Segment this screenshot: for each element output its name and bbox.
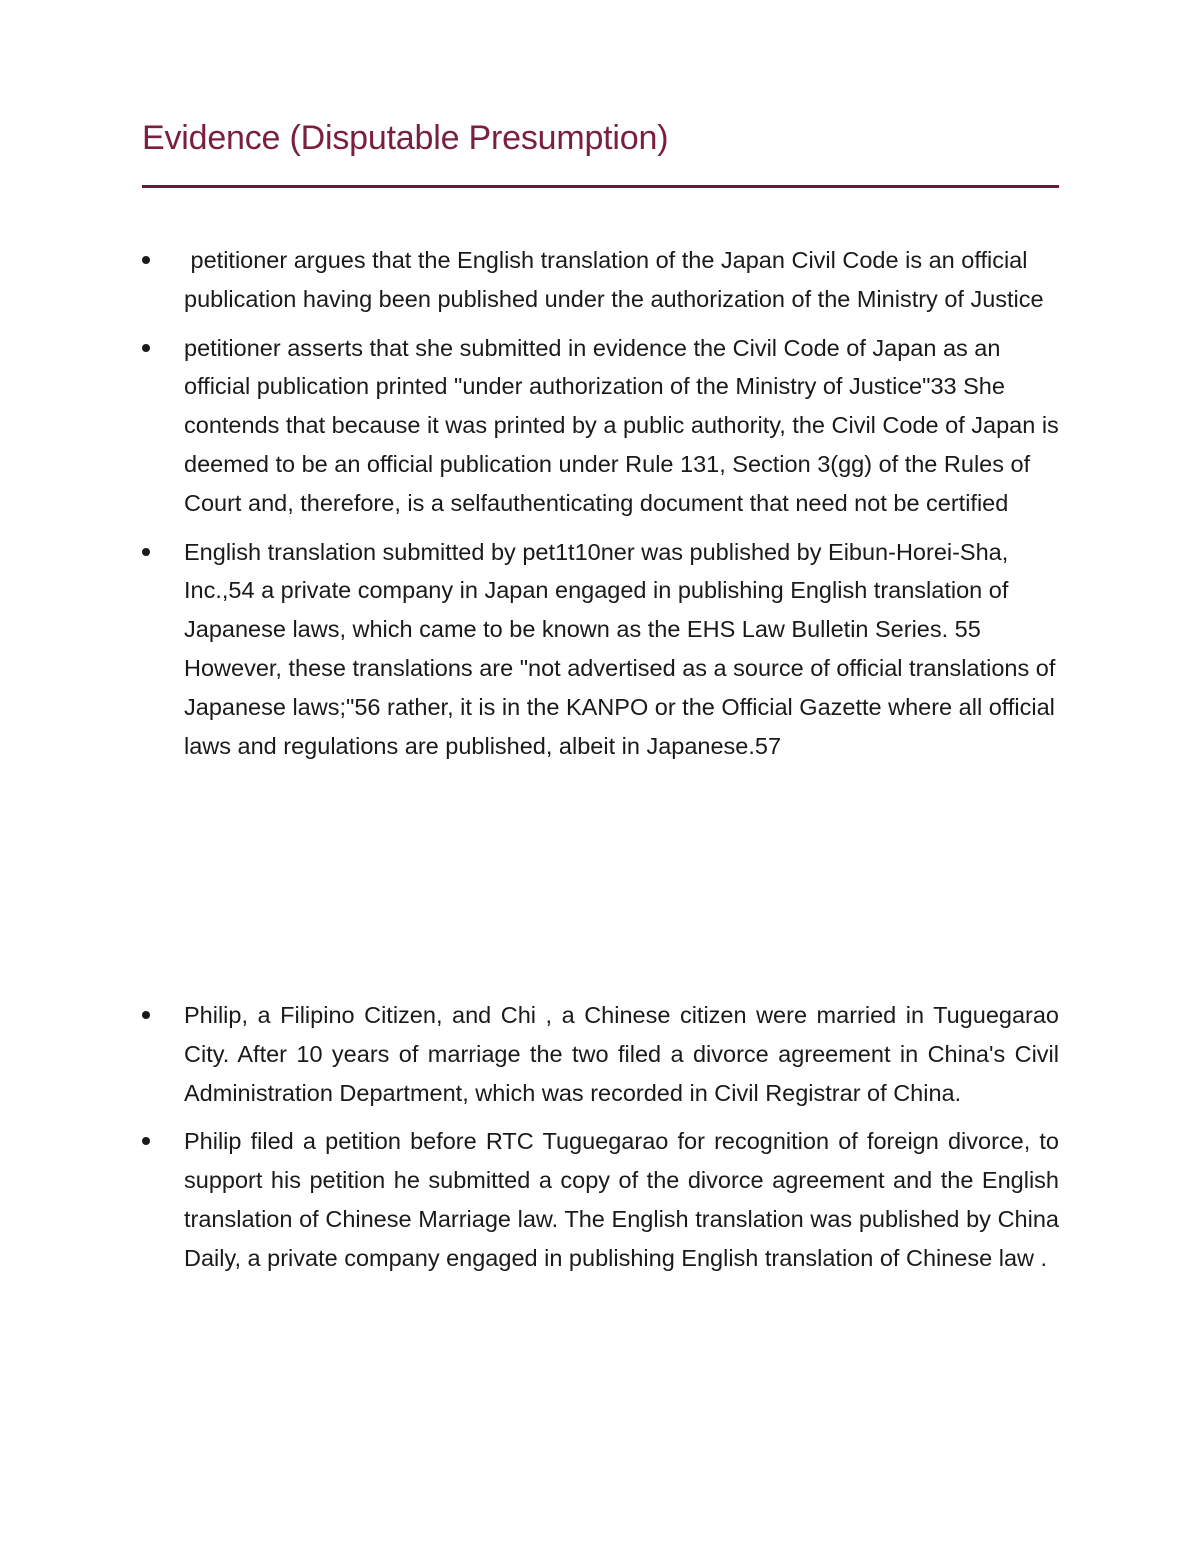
page-title: Evidence (Disputable Presumption) <box>142 119 669 157</box>
list-item <box>142 241 1059 319</box>
list-item-text: Philip filed a petition before RTC Tuguegarao for recognition of foreign divorce, to support his petition he submitted a copy of the divorce agreement and the English translation of Chinese Marriage law. The English translation was published by China Daily, a private company engaged in publishing English translation of Chinese law . <box>184 1128 1059 1271</box>
list-item <box>142 329 1059 523</box>
bullet-icon <box>142 1011 150 1019</box>
list-item <box>142 1122 1059 1277</box>
bullet-icon <box>142 1137 150 1145</box>
list-item-text: English translation submitted by pet1t10ner was published by Eibun-Horei-Sha, Inc.,54 a private company in Japan engaged in publishing English translation of Japanese laws, which came to be known as the EHS Law Bulletin Series. 55 However, these translations are "not advertised as a source of official translations of Japanese laws;"56 rather, it is in the KANPO or the Official Gazette where all official laws and regulations are published, albeit in Japanese.57 <box>184 538 1056 759</box>
bullet-list-case-facts <box>142 996 1059 1288</box>
list-item-text: Philip, a Filipino Citizen, and Chi , a Chinese citizen were married in Tuguegarao City. After 10 years of marriage the two filed a divorce agreement in China's Civil Administration Department, which was recorded in Civil Registrar of China. <box>184 1002 1059 1106</box>
bullet-icon <box>142 548 150 556</box>
list-item-text: petitioner argues that the English translation of the Japan Civil Code is an official publication having been published under the authorization of the Ministry of Justice <box>184 247 1044 312</box>
title-divider <box>142 185 1059 188</box>
list-item <box>142 533 1059 766</box>
list-item-text: petitioner asserts that she submitted in evidence the Civil Code of Japan as an official publication printed "under authorization of the Ministry of Justice"33 She contends that because it was printed by a public authority, the Civil Code of Japan is deemed to be an official publication under Rule 131, Section 3(gg) of the Rules of Court and, therefore, is a selfauthenticating document that need not be certified <box>184 334 1059 516</box>
bullet-list-arguments <box>142 241 1059 775</box>
bullet-icon <box>142 344 150 352</box>
bullet-icon <box>142 256 150 264</box>
list-item <box>142 996 1059 1112</box>
